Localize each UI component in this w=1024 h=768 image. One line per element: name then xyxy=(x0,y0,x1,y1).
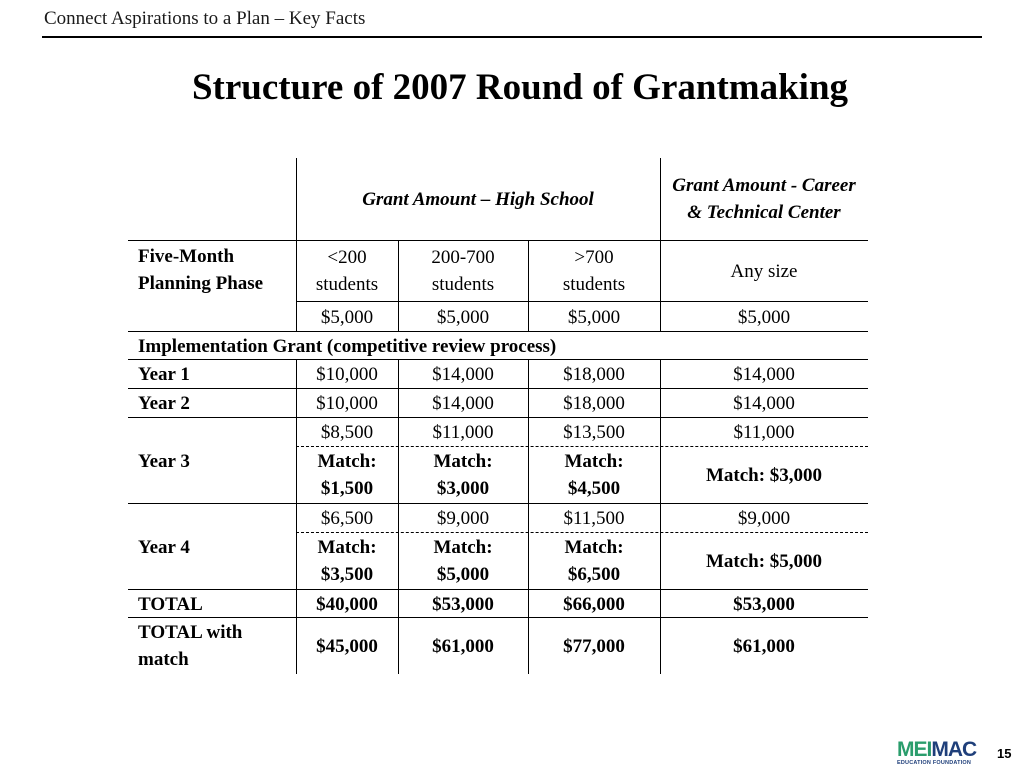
table-vrule xyxy=(660,360,661,674)
total-match-value: $45,000 xyxy=(316,635,378,657)
meimac-logo xyxy=(897,740,983,766)
table-rule xyxy=(128,617,868,618)
year1-value: $18,000 xyxy=(563,364,625,385)
year4-match: Match: $5,000 xyxy=(433,537,493,585)
total-match-value: $77,000 xyxy=(563,635,625,657)
logo-mei-text: MEI xyxy=(897,738,932,761)
total-match-label: TOTAL with match xyxy=(138,622,243,670)
table-vrule xyxy=(296,158,297,332)
table-vrule xyxy=(296,360,297,674)
slide-header: Connect Aspirations to a Plan – Key Facts xyxy=(44,8,366,29)
size-large: >700 students xyxy=(562,247,626,295)
year1-value: $10,000 xyxy=(316,364,378,385)
year4-label: Year 4 xyxy=(138,536,190,558)
year3-value: $13,500 xyxy=(563,421,625,443)
year4-value: $9,000 xyxy=(737,507,791,529)
total-label: TOTAL xyxy=(138,593,203,615)
table-vrule xyxy=(528,241,529,332)
table-dashed-rule xyxy=(296,532,868,533)
year2-label: Year 2 xyxy=(138,393,190,414)
size-medium: 200-700 students xyxy=(431,247,495,295)
logo-subtitle: EDUCATION FOUNDATION xyxy=(897,760,972,766)
year2-value: $18,000 xyxy=(563,393,625,414)
table-rule xyxy=(296,301,868,302)
planning-amount: $5,000 xyxy=(436,306,490,328)
ctc-header: Grant Amount - Career & Technical Center xyxy=(672,175,856,223)
size-any: Any size xyxy=(730,260,798,282)
year3-value: $8,500 xyxy=(320,421,374,443)
table-rule xyxy=(128,388,868,389)
table-rule xyxy=(128,417,868,418)
table-rule xyxy=(128,359,868,360)
planning-amount: $5,000 xyxy=(737,306,791,328)
slide-title: Structure of 2007 Round of Grantmaking xyxy=(191,67,849,108)
table-rule xyxy=(128,589,868,590)
year1-value: $14,000 xyxy=(733,364,795,385)
total-value: $53,000 xyxy=(432,593,494,615)
year4-value: $11,500 xyxy=(563,507,625,529)
planning-amount: $5,000 xyxy=(320,306,374,328)
total-value: $66,000 xyxy=(563,593,625,615)
table-vrule xyxy=(528,360,529,674)
year2-value: $14,000 xyxy=(733,393,795,414)
table-rule xyxy=(128,331,868,332)
year3-match: Match: $3,000 xyxy=(433,451,493,499)
table-vrule xyxy=(398,360,399,674)
header-rule xyxy=(42,36,982,38)
total-match-value: $61,000 xyxy=(432,635,494,657)
year4-match: Match: $3,500 xyxy=(317,537,377,585)
year1-value: $14,000 xyxy=(432,364,494,385)
year3-value: $11,000 xyxy=(432,421,494,443)
table-rule xyxy=(128,240,868,241)
planning-amount: $5,000 xyxy=(567,306,621,328)
size-small: <200 students xyxy=(315,247,379,295)
page-number: 15 xyxy=(997,746,1012,761)
year3-match: Match: $4,500 xyxy=(564,451,624,499)
table-vrule xyxy=(660,158,661,332)
logo-mac-text: MAC xyxy=(931,738,977,761)
year3-label: Year 3 xyxy=(138,450,190,472)
year3-value: $11,000 xyxy=(733,421,795,443)
hs-header: Grant Amount – High School xyxy=(362,188,594,210)
implementation-label: Implementation Grant (competitive review process) xyxy=(138,335,557,357)
total-value: $40,000 xyxy=(316,593,378,615)
table-dashed-rule xyxy=(296,446,868,447)
table-rule xyxy=(128,503,868,504)
year4-match: Match: $5,000 xyxy=(705,550,823,572)
year2-value: $10,000 xyxy=(316,393,378,414)
total-value: $53,000 xyxy=(733,593,795,615)
year2-value: $14,000 xyxy=(432,393,494,414)
table-vrule xyxy=(398,241,399,332)
year4-value: $9,000 xyxy=(436,507,490,529)
planning-label: Five-Month Planning Phase xyxy=(138,246,264,294)
year4-match: Match: $6,500 xyxy=(564,537,624,585)
year1-label: Year 1 xyxy=(138,364,190,385)
year3-match: Match: $3,000 xyxy=(705,464,823,486)
year3-match: Match: $1,500 xyxy=(317,451,377,499)
year4-value: $6,500 xyxy=(320,507,374,529)
total-match-value: $61,000 xyxy=(733,635,795,657)
